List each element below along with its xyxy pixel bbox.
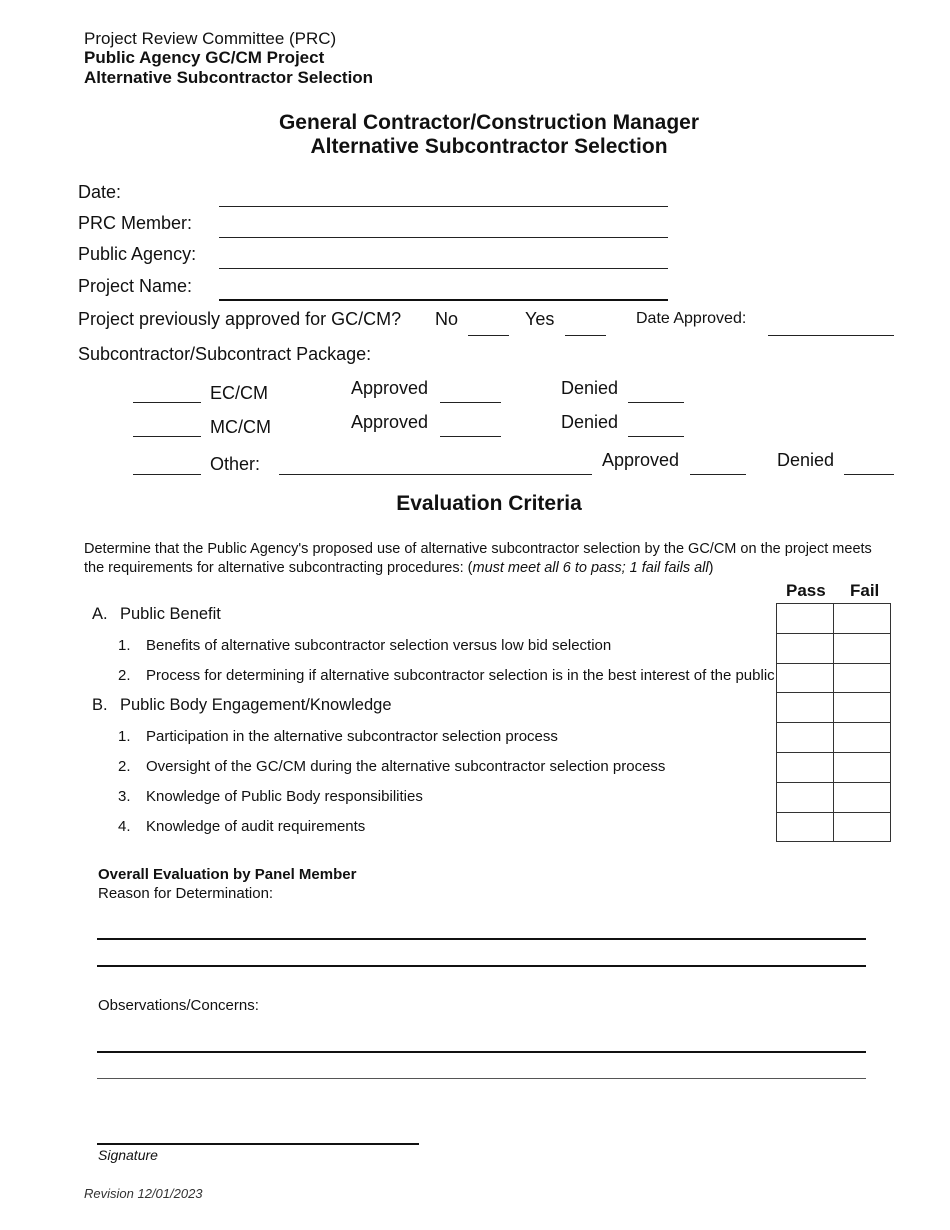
date-field[interactable] (219, 206, 668, 207)
package-label: Subcontractor/Subcontract Package: (78, 344, 372, 364)
revision-footer: Revision 12/01/2023 (84, 1186, 203, 1201)
b2-number: 2. (118, 758, 131, 775)
fail-column-header: Fail (850, 581, 880, 600)
prc-member-field[interactable] (219, 237, 668, 238)
other-label: Other: (210, 454, 261, 474)
b4-text: Knowledge of audit requirements (146, 818, 366, 835)
reason-label: Reason for Determination: (98, 885, 274, 902)
date-approved-label: Date Approved: (636, 310, 747, 327)
intro-end-text: ) (708, 560, 714, 576)
section-a-letter: A. (92, 605, 108, 623)
mc-cm-label: MC/CM (210, 417, 271, 437)
fail-cell-b1[interactable] (834, 723, 891, 753)
signature-line[interactable] (97, 1143, 419, 1145)
reason-line-1[interactable] (97, 938, 866, 940)
a2-number: 2. (118, 667, 131, 684)
mc-cm-denied-field[interactable] (628, 436, 684, 437)
pass-cell-a[interactable] (777, 604, 834, 634)
ec-cm-approved-field[interactable] (440, 402, 501, 403)
page-title: General Contractor/Construction Manager (278, 111, 700, 134)
other-approved-label: Approved (602, 450, 680, 470)
intro-italic-text: must meet all 6 to pass; 1 fail fails all (472, 560, 709, 576)
mc-cm-approved-label: Approved (351, 412, 429, 432)
pass-cell-b1[interactable] (777, 723, 834, 753)
b2-text: Oversight of the GC/CM during the alternative subcontractor selection process (146, 758, 666, 775)
no-label: No (435, 309, 459, 329)
observations-line-2[interactable] (97, 1078, 866, 1079)
mc-cm-denied-label: Denied (561, 412, 619, 432)
a1-text: Benefits of alternative subcontractor selection versus low bid selection (146, 637, 612, 654)
section-a-title: Public Benefit (120, 605, 221, 623)
other-denied-field[interactable] (844, 474, 894, 475)
public-agency-label: Public Agency: (78, 244, 197, 264)
project-name-label: Project Name: (78, 276, 193, 296)
fail-cell-a[interactable] (834, 604, 891, 634)
pass-cell-b2[interactable] (777, 752, 834, 782)
b1-number: 1. (118, 728, 131, 745)
section-b-title: Public Body Engagement/Knowledge (120, 696, 392, 714)
b3-number: 3. (118, 788, 131, 805)
fail-cell-b2[interactable] (834, 752, 891, 782)
signature-label: Signature (98, 1147, 158, 1163)
mc-cm-approved-field[interactable] (440, 436, 501, 437)
fail-cell-b[interactable] (834, 693, 891, 723)
fail-cell-b3[interactable] (834, 782, 891, 812)
yes-field[interactable] (565, 335, 606, 336)
previously-approved-label: Project previously approved for GC/CM? (78, 309, 402, 329)
pass-cell-b3[interactable] (777, 782, 834, 812)
date-label: Date: (78, 182, 122, 202)
evaluation-heading: Evaluation Criteria (396, 492, 582, 515)
other-check-field[interactable] (133, 474, 201, 475)
intro-text: Determine that the Public Agency's proposed use of alternative subcontractor selection by the GC/CM on the project meets the requirements for alternative subcontracting procedures: ( (84, 541, 872, 576)
no-field[interactable] (468, 335, 509, 336)
pass-fail-grid (776, 603, 891, 842)
prc-member-label: PRC Member: (78, 213, 193, 233)
b1-text: Participation in the alternative subcontractor selection process (146, 728, 558, 745)
ec-cm-approved-label: Approved (351, 378, 429, 398)
header-project-type: Public Agency GC/CM Project (84, 48, 325, 67)
grid-row-b1 (777, 723, 891, 753)
evaluation-intro (84, 540, 884, 578)
ec-cm-check-field[interactable] (133, 402, 201, 403)
pass-column-header: Pass (786, 581, 826, 600)
a1-number: 1. (118, 637, 131, 654)
other-denied-label: Denied (777, 450, 835, 470)
grid-row-a2 (777, 663, 891, 693)
public-agency-field[interactable] (219, 268, 668, 269)
page-subtitle: Alternative Subcontractor Selection (310, 135, 668, 158)
a2-text: Process for determining if alternative subcontractor selection is in the best interest of the public (146, 667, 775, 684)
ec-cm-denied-field[interactable] (628, 402, 684, 403)
grid-row-b4 (777, 812, 891, 842)
observations-line-1[interactable] (97, 1051, 866, 1053)
yes-label: Yes (525, 309, 555, 329)
ec-cm-denied-label: Denied (561, 378, 619, 398)
ec-cm-label: EC/CM (210, 383, 268, 403)
reason-line-2[interactable] (97, 965, 866, 967)
other-name-field[interactable] (279, 474, 592, 475)
fail-cell-a1[interactable] (834, 633, 891, 663)
b3-text: Knowledge of Public Body responsibilities (146, 788, 423, 805)
project-name-field[interactable] (219, 299, 668, 301)
b4-number: 4. (118, 818, 131, 835)
other-approved-field[interactable] (690, 474, 746, 475)
pass-cell-b4[interactable] (777, 812, 834, 842)
fail-cell-a2[interactable] (834, 663, 891, 693)
grid-row-a (777, 604, 891, 634)
mc-cm-check-field[interactable] (133, 436, 201, 437)
date-approved-field[interactable] (768, 335, 894, 336)
header-selection: Alternative Subcontractor Selection (84, 68, 374, 87)
grid-row-b3 (777, 782, 891, 812)
header-committee: Project Review Committee (PRC) (84, 29, 337, 48)
section-b-letter: B. (92, 696, 108, 714)
grid-row-a1 (777, 633, 891, 663)
fail-cell-b4[interactable] (834, 812, 891, 842)
observations-label: Observations/Concerns: (98, 997, 259, 1014)
grid-row-b2 (777, 752, 891, 782)
grid-row-b (777, 693, 891, 723)
pass-cell-a1[interactable] (777, 633, 834, 663)
pass-cell-b[interactable] (777, 693, 834, 723)
pass-cell-a2[interactable] (777, 663, 834, 693)
overall-heading: Overall Evaluation by Panel Member (98, 866, 357, 883)
